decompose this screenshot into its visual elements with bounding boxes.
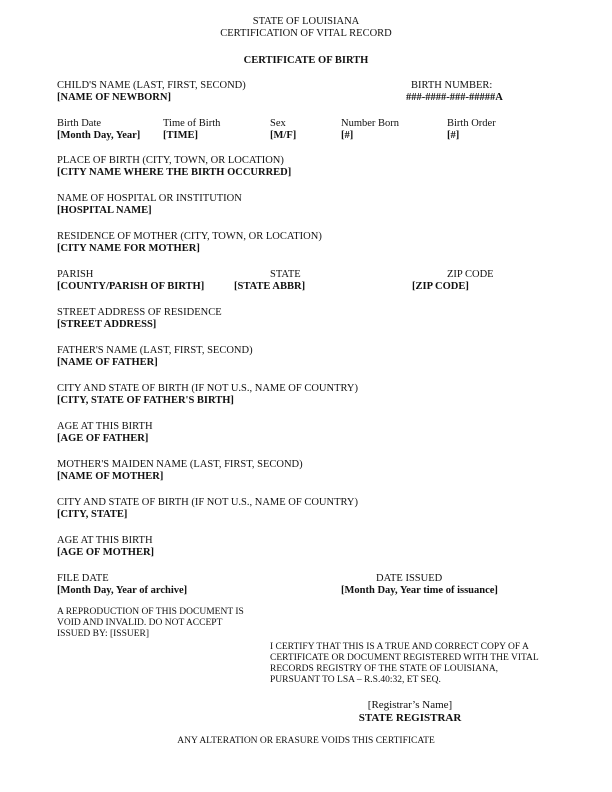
birth-time-value: [TIME] bbox=[163, 130, 198, 141]
birth-order-value: [#] bbox=[447, 130, 460, 141]
father-age-label: AGE AT THIS BIRTH bbox=[57, 421, 153, 432]
state-header: STATE OF LOUISIANA bbox=[252, 16, 360, 27]
certification-header: CERTIFICATION OF VITAL RECORD bbox=[220, 28, 392, 39]
sex-label: Sex bbox=[270, 118, 286, 129]
birth-date-value: [Month Day, Year] bbox=[57, 130, 141, 141]
father-birthplace-label: CITY AND STATE OF BIRTH (IF NOT U.S., NAME OF COUNTRY) bbox=[57, 383, 359, 394]
state-value: [STATE ABBR] bbox=[234, 281, 306, 292]
certification-line-2: CERTIFICATE OR DOCUMENT REGISTERED WITH THE VITAL bbox=[270, 653, 539, 663]
file-date-value: [Month Day, Year of archive] bbox=[57, 585, 188, 596]
mother-age-label: AGE AT THIS BIRTH bbox=[57, 535, 153, 546]
parish-label: PARISH bbox=[57, 269, 94, 280]
residence-mother-value: [CITY NAME FOR MOTHER] bbox=[57, 243, 200, 254]
birth-date-label: Birth Date bbox=[57, 118, 102, 129]
place-of-birth-value: [CITY NAME WHERE THE BIRTH OCCURRED] bbox=[57, 167, 292, 178]
birth-time-label: Time of Birth bbox=[163, 118, 221, 129]
sex-value: [M/F] bbox=[270, 130, 297, 141]
registrar-name: [Registrar’s Name] bbox=[367, 699, 453, 711]
father-birthplace-value: [CITY, STATE OF FATHER'S BIRTH] bbox=[57, 395, 234, 406]
reproduction-notice-line-2: VOID AND INVALID. DO NOT ACCEPT bbox=[57, 618, 223, 628]
mother-birthplace-value: [CITY, STATE] bbox=[57, 509, 128, 520]
certification-line-4: PURSUANT TO LSA – R.S.40:32, ET SEQ. bbox=[270, 675, 441, 685]
hospital-label: NAME OF HOSPITAL OR INSTITUTION bbox=[57, 193, 242, 204]
zip-label: ZIP CODE bbox=[447, 269, 494, 280]
place-of-birth-label: PLACE OF BIRTH (CITY, TOWN, OR LOCATION) bbox=[57, 155, 284, 166]
mother-age-value: [AGE OF MOTHER] bbox=[57, 547, 155, 558]
birth-order-label: Birth Order bbox=[447, 118, 496, 129]
parish-value: [COUNTY/PARISH OF BIRTH] bbox=[57, 281, 205, 292]
child-name-label: CHILD'S NAME (LAST, FIRST, SECOND) bbox=[57, 80, 246, 91]
reproduction-notice-line-1: A REPRODUCTION OF THIS DOCUMENT IS bbox=[57, 607, 244, 617]
number-born-value: [#] bbox=[341, 130, 354, 141]
father-age-value: [AGE OF FATHER] bbox=[57, 433, 149, 444]
date-issued-value: [Month Day, Year time of issuance] bbox=[341, 585, 498, 596]
issued-by: ISSUED BY: [ISSUER] bbox=[57, 629, 150, 639]
street-address-label: STREET ADDRESS OF RESIDENCE bbox=[57, 307, 222, 318]
father-name-label: FATHER'S NAME (LAST, FIRST, SECOND) bbox=[57, 345, 253, 356]
zip-value: [ZIP CODE] bbox=[412, 281, 469, 292]
mother-name-label: MOTHER'S MAIDEN NAME (LAST, FIRST, SECOND) bbox=[57, 459, 303, 470]
birth-number-label: BIRTH NUMBER: bbox=[411, 80, 493, 91]
residence-mother-label: RESIDENCE OF MOTHER (CITY, TOWN, OR LOCATION) bbox=[57, 231, 322, 242]
file-date-label: FILE DATE bbox=[57, 573, 109, 584]
mother-name-value: [NAME OF MOTHER] bbox=[57, 471, 164, 482]
state-label: STATE bbox=[270, 269, 301, 280]
document-title: CERTIFICATE OF BIRTH bbox=[243, 55, 369, 66]
child-name-value: [NAME OF NEWBORN] bbox=[57, 92, 171, 103]
registrar-title: STATE REGISTRAR bbox=[358, 712, 462, 724]
number-born-label: Number Born bbox=[341, 118, 400, 129]
hospital-value: [HOSPITAL NAME] bbox=[57, 205, 152, 216]
father-name-value: [NAME OF FATHER] bbox=[57, 357, 158, 368]
mother-birthplace-label: CITY AND STATE OF BIRTH (IF NOT U.S., NAME OF COUNTRY) bbox=[57, 497, 359, 508]
birth-number-value: ###-####-###-#####A bbox=[406, 92, 503, 103]
alteration-warning: ANY ALTERATION OR ERASURE VOIDS THIS CERTIFICATE bbox=[177, 736, 435, 746]
certification-line-1: I CERTIFY THAT THIS IS A TRUE AND CORRECT COPY OF A bbox=[270, 642, 529, 652]
date-issued-label: DATE ISSUED bbox=[376, 573, 443, 584]
street-address-value: [STREET ADDRESS] bbox=[57, 319, 157, 330]
certification-line-3: RECORDS REGISTRY OF THE STATE OF LOUISIANA, bbox=[270, 664, 499, 674]
